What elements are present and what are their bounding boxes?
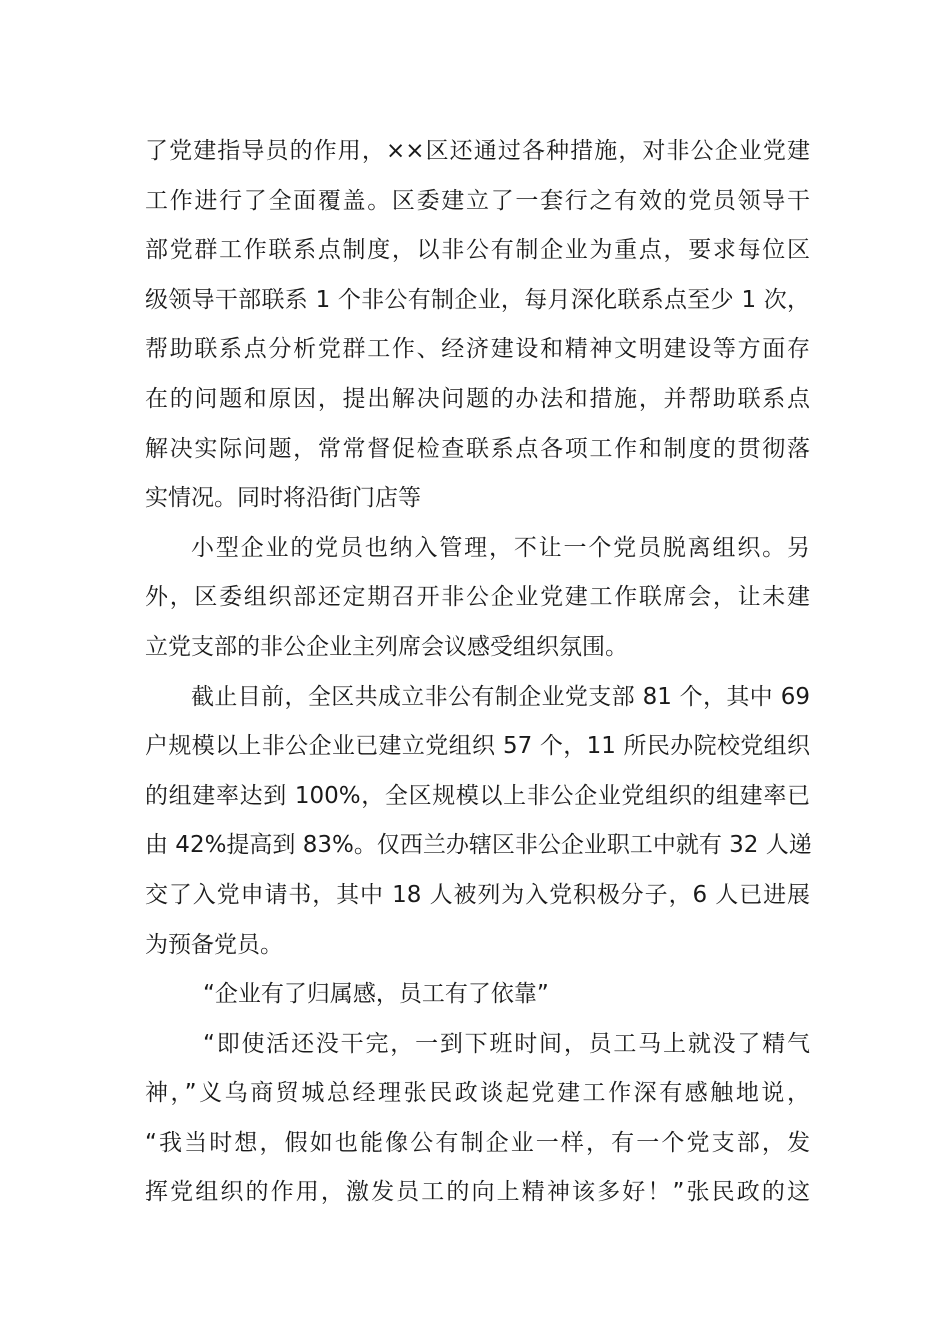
- text-line: 在的问题和原因，提出解决问题的办法和措施，并帮助联系点: [145, 385, 810, 412]
- text-line: 神，”义乌商贸城总经理张民政谈起党建工作深有感触地说，: [145, 1080, 810, 1107]
- text-line: “即使活还没干完，一到下班时间，员工马上就没了精气: [203, 1030, 810, 1057]
- text-line: 了党建指导员的作用，××区还通过各种措施，对非公企业党建: [145, 138, 810, 164]
- text-line: 户规模以上非公企业已建立党组织 57 个，11 所民办院校党组织: [145, 733, 810, 760]
- text-line: “我当时想，假如也能像公有制企业一样，有一个党支部，发: [145, 1129, 810, 1156]
- text-line: 实情况。同时将沿街门店等: [145, 485, 421, 512]
- text-line: 的组建率达到 100%，全区规模以上非公企业党组织的组建率已: [145, 782, 810, 809]
- text-line: 立党支部的非公企业主列席会议感受组织氛围。: [145, 633, 628, 660]
- text-line: 部党群工作联系点制度，以非公有制企业为重点，要求每位区: [145, 237, 810, 264]
- text-line: 为预备党员。: [145, 931, 283, 958]
- text-line: 由 42%提高到 83%。仅西兰办辖区非公企业职工中就有 32 人递: [145, 832, 812, 859]
- text-line: 工作进行了全面覆盖。区委建立了一套行之有效的党员领导干: [145, 187, 810, 214]
- text-line: 外，区委组织部还定期召开非公企业党建工作联席会，让未建: [145, 584, 810, 611]
- document-body: [145, 127, 810, 1218]
- text-line: 截止目前，全区共成立非公有制企业党支部 81 个，其中 69: [191, 683, 810, 710]
- text-line: 解决实际问题，常常督促检查联系点各项工作和制度的贯彻落: [145, 435, 810, 462]
- text-line: 帮助联系点分析党群工作、经济建设和精神文明建设等方面存: [145, 336, 810, 363]
- text-line: 级领导干部联系 1 个非公有制企业，每月深化联系点至少 1 次，: [145, 286, 810, 313]
- text-line: 挥党组织的作用，激发员工的向上精神该多好！”张民政的这: [145, 1179, 810, 1206]
- text-line: 小型企业的党员也纳入管理，不让一个党员脱离组织。另: [191, 534, 810, 561]
- text-line: 交了入党申请书，其中 18 人被列为入党积极分子，6 人已进展: [145, 881, 810, 908]
- section-heading: “企业有了归属感，员工有了依靠”: [203, 981, 549, 1008]
